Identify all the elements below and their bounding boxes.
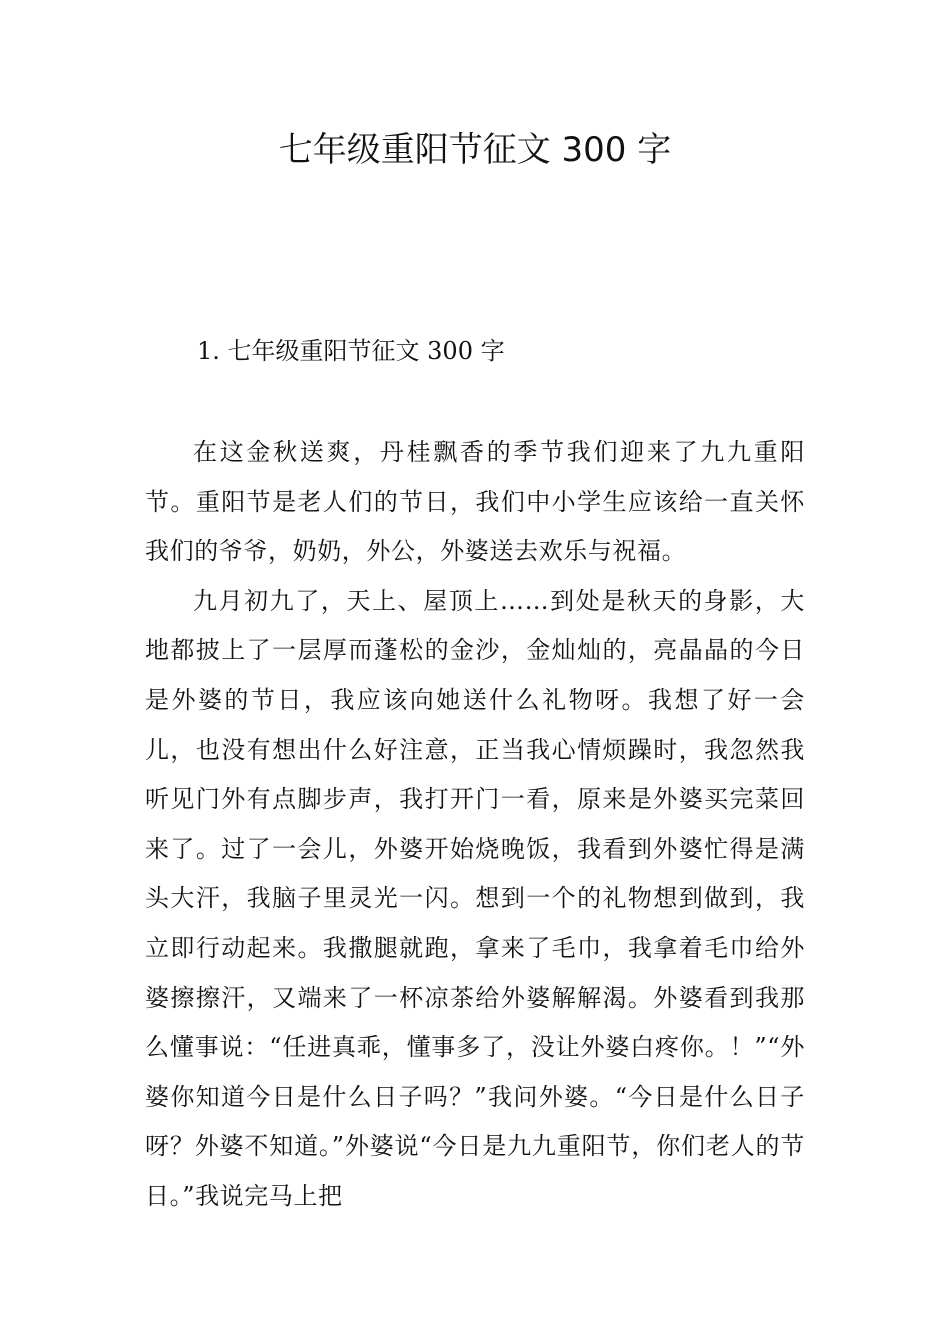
document-title: 七年级重阳节征文 300 字: [278, 130, 672, 170]
paragraph-2: 九月初九了，天上、屋顶上……到处是秋天的身影，大地都披上了一层厚而蓬松的金沙，金灿灿的，亮晶晶的今日是外婆的节日，我应该向她送什么礼物呀。我想了好一会儿，也没有想出什么好注意，正当我心情烦躁时，我忽然我听见门外有点脚步声，我打开门一看，原来是外婆买完菜回来了。过了一会儿，外婆开始烧晚饭，我看到外婆忙得是满头大汗，我脑子里灵光一闪。想到一个的礼物想到做到，我立即行动起来。我撒腿就跑，拿来了毛巾，我拿着毛巾给外婆擦擦汗，又端来了一杯凉茶给外婆解解渴。外婆看到我那么懂事说：“任进真乖，懂事多了，没让外婆白疼你。！”“外婆你知道今日是什么日子吗？”我问外婆。“今日是什么日子呀？外婆不知道。”外婆说“今日是九九重阳节，你们老人的节日。”我说完马上把: [145, 586, 805, 1210]
section-heading: 1. 七年级重阳节征文 300 字: [197, 337, 505, 365]
essay-body: [145, 428, 805, 1222]
paragraph-1: 在这金秋送爽，丹桂飘香的季节我们迎来了九九重阳节。重阳节是老人们的节日，我们中小学生应该给一直关怀我们的爷爷，奶奶，外公，外婆送去欢乐与祝福。: [145, 438, 805, 566]
